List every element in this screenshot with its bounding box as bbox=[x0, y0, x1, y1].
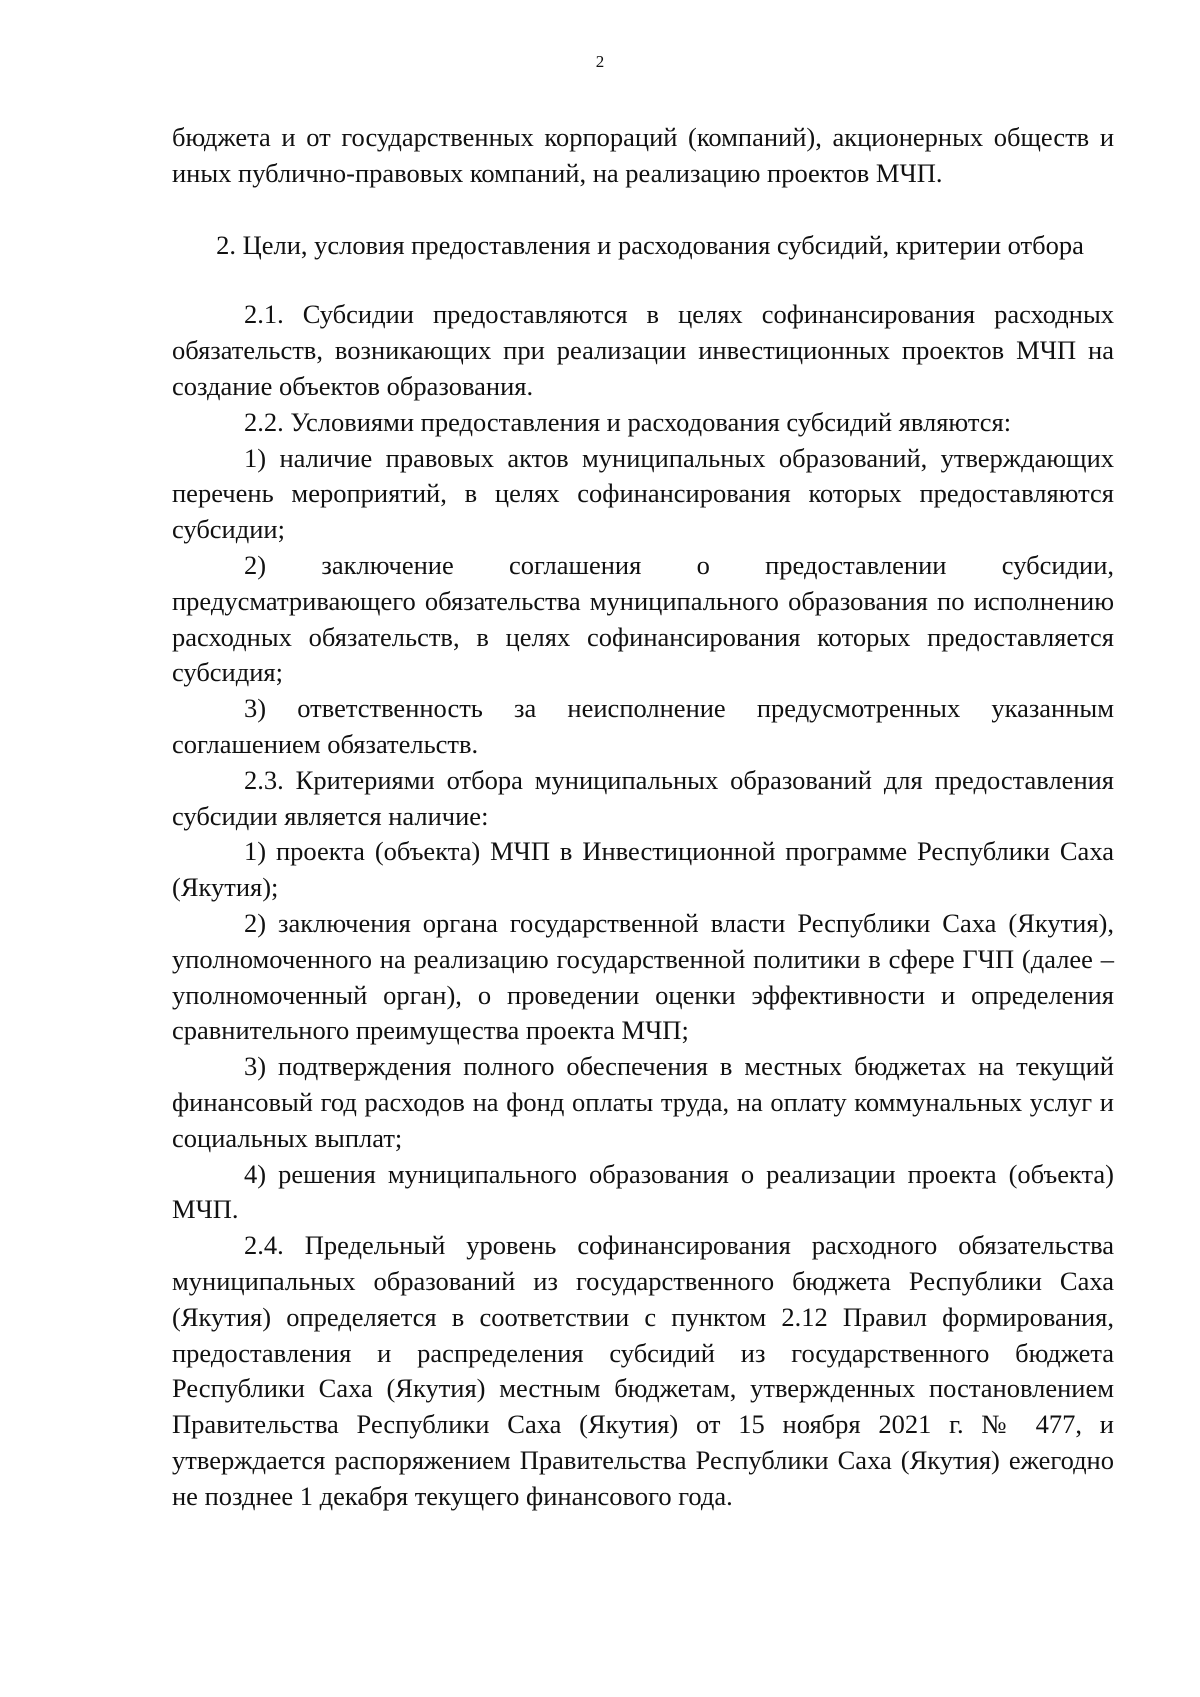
page-number: 2 bbox=[595, 52, 605, 71]
list-item-2-2-1: 1) наличие правовых актов муниципальных образований, утверждающих перечень мероприятий, в целях софинансирования которых предоставляются субсидии; bbox=[172, 442, 1114, 545]
list-item-2-3-3: 3) подтверждения полного обеспечения в местных бюджетах на текущий финансовый год расходов на фонд оплаты труда, на оплату коммунальных услуг и социальных выплат; bbox=[172, 1051, 1114, 1153]
list-item-2-3-1: 1) проекта (объекта) МЧП в Инвестиционной программе Республики Саха (Якутия); bbox=[172, 836, 1114, 903]
section-heading: 2. Цели, условия предоставления и расходования субсидий, критерии отбора bbox=[216, 229, 1084, 260]
paragraph-2-4: 2.4. Предельный уровень софинансирования расходного обязательства муниципальных образований из государственного бюджета Республики Саха (Якутия) определяется в соответствии с пунктом 2.12 Правил формирования, предоставления и распределения субсидий из государственного бюджета Республики Саха (Якутия) местным бюджетам, утвержденных постановлением Правительства Республики Саха (Якутия) от 15 ноября 2021 г. № 477, и утверждается распоряжением Правительства Республики Саха (Якутия) ежегодно не позднее 1 декабря текущего финансового года. bbox=[172, 1230, 1114, 1511]
document-body bbox=[172, 120, 1114, 1514]
paragraph-continuation: бюджета и от государственных корпораций (компаний), акционерных обществ и иных публично-правовых компаний, на реализацию проектов МЧП. bbox=[172, 122, 1114, 188]
paragraph-2-1: 2.1. Субсидии предоставляются в целях софинансирования расходных обязательств, возникающих при реализации инвестиционных проектов МЧП на создание объектов образования. bbox=[172, 299, 1114, 401]
list-item-2-3-4: 4) решения муниципального образования о реализации проекта (объекта) МЧП. bbox=[172, 1158, 1114, 1225]
list-item-2-2-2: 2) заключение соглашения о предоставлении субсидии, предусматривающего обязательства муниципального образования по исполнению расходных обязательств, в целях софинансирования которых предоставляется субсидия; bbox=[172, 549, 1114, 688]
paragraph-2-2: 2.2. Условиями предоставления и расходования субсидий являются: bbox=[244, 406, 1012, 437]
list-item-2-2-3: 3) ответственность за неисполнение предусмотренных указанным соглашением обязательств. bbox=[172, 693, 1114, 759]
paragraph-2-3: 2.3. Критериями отбора муниципальных образований для предоставления субсидии является наличие: bbox=[172, 764, 1114, 831]
list-item-2-3-2: 2) заключения органа государственной власти Республики Саха (Якутия), уполномоченного на реализацию государственной политики в сфере ГЧП (далее – уполномоченный орган), о проведении оценки эффективности и определения сравнительного преимущества проекта МЧП; bbox=[172, 907, 1114, 1046]
